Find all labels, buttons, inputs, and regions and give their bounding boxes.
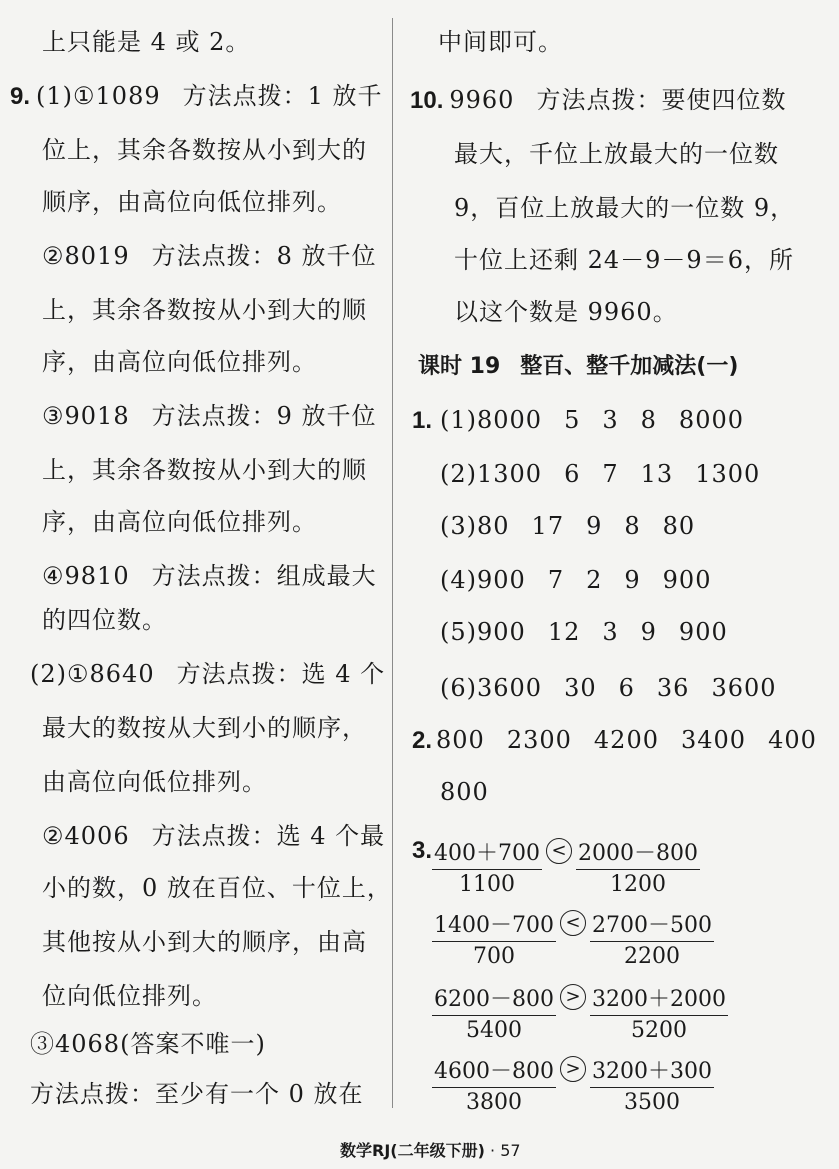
q2-line: 2. 800 2300 4200 3400 400: [412, 726, 817, 754]
q9-part1-line: [10, 84, 383, 109]
q9-part3-line: [42, 404, 377, 428]
q10-tag: 9960: [449, 86, 515, 114]
comparison-row: 400＋700 1100 < 2000－800 1200: [432, 836, 700, 897]
comparison-row: 6200－800 5400 > 3200＋2000 5200: [432, 982, 728, 1043]
comparison-sign: <: [546, 838, 572, 864]
q9-p5-tag: (2)①8640: [30, 660, 155, 688]
q9-p1-line: 顺序，由高位向低位排列。: [42, 188, 342, 216]
comparison-sign: >: [560, 984, 586, 1010]
q9-p4-tag: ④9810: [42, 562, 130, 590]
right-continuation-line: 中间即可。: [438, 28, 563, 56]
q9-p6-tag: ②4006: [42, 822, 130, 850]
q9-p1-hint: 方法点拨：1 放千: [182, 82, 383, 110]
q1-number: 1.: [412, 407, 433, 434]
q9-p6-hint: 方法点拨：选 4 个最: [151, 822, 386, 850]
q9-p6-line: 位向低位排列。: [42, 982, 217, 1010]
footer-separator: ·: [490, 1141, 496, 1160]
q10-first-line: [410, 88, 786, 113]
q9-p2-hint: 方法点拨：8 放千位: [151, 242, 377, 270]
q9-p5-line: 由高位向低位排列。: [42, 768, 267, 796]
q9-p5-hint: 方法点拨：选 4 个: [176, 660, 386, 688]
q10-hint: 方法点拨：要使四位数: [536, 86, 787, 114]
q9-part4-line: [42, 564, 377, 588]
q9-part6-line: [42, 824, 385, 848]
q10-line: 以这个数是 9960。: [454, 298, 678, 326]
q9-p3-line: 序，由高位向低位排列。: [42, 508, 317, 536]
q1-row: (1)8000 5 3 8 8000: [440, 406, 744, 434]
q1-row: (5)900 12 3 9 900: [440, 618, 728, 646]
q10-number: 10.: [410, 87, 444, 114]
lesson-number: 课时 19: [418, 354, 501, 379]
comparison-row: 4600－800 3800 > 3200＋300 3500: [432, 1054, 714, 1115]
q9-p1-line: 位上，其余各数按从小到大的: [42, 136, 367, 164]
q9-part2-line: [42, 244, 377, 268]
comparison-row: 1400－700 700 < 2700－500 2200: [432, 908, 714, 969]
comparison-sign: <: [560, 910, 586, 936]
q1-row: (6)3600 30 6 36 3600: [440, 674, 777, 702]
q9-p5-line: 最大的数按从大到小的顺序，: [42, 714, 367, 742]
q1-row: (4)900 7 2 9 900: [440, 566, 712, 594]
q9-number: 9.: [10, 83, 31, 110]
q9-p7-line: 方法点拨：至少有一个 0 放在: [30, 1080, 364, 1108]
book-title: 数学RJ(二年级下册): [340, 1141, 485, 1160]
q9-p2-tag: ②8019: [42, 242, 130, 270]
q9-p2-line: 序，由高位向低位排列。: [42, 348, 317, 376]
page-number: 57: [500, 1141, 521, 1160]
page-footer: [340, 1138, 521, 1161]
q1-row: (2)1300 6 7 13 1300: [440, 460, 761, 488]
q9-p2-line: 上，其余各数按从小到大的顺: [42, 296, 367, 324]
column-divider: [392, 18, 393, 1108]
q1-row: (3)80 17 9 8 80: [440, 512, 696, 540]
q9-p4-hint: 方法点拨：组成最大: [151, 562, 377, 590]
lesson-title: 整百、整千加减法(一): [520, 354, 739, 379]
q10-line: 十位上还剩 24－9－9＝6，所: [454, 246, 794, 274]
q10-line: 9，百位上放最大的一位数 9，: [454, 194, 796, 222]
left-continuation-line: 上只能是 4 或 2。: [42, 28, 251, 56]
q9-p4-line: 的四位数。: [42, 606, 167, 634]
q9-p1-tag: (1)①1089: [36, 82, 161, 110]
comparison-sign: >: [560, 1056, 586, 1082]
q10-line: 最大，千位上放最大的一位数: [454, 140, 779, 168]
q9-p3-tag: ③9018: [42, 402, 130, 430]
q9-p3-hint: 方法点拨：9 放千位: [151, 402, 377, 430]
q9-p3-line: 上，其余各数按从小到大的顺: [42, 456, 367, 484]
q9-part5-line: [30, 662, 385, 686]
section-heading: [418, 356, 738, 378]
q9-p7-tag: ③4068(答案不唯一): [30, 1030, 266, 1058]
q9-p6-line: 小的数，0 放在百位、十位上，: [42, 874, 392, 902]
q9-p6-line: 其他按从小到大的顺序，由高: [42, 928, 367, 956]
q2-number: 2.: [412, 727, 433, 754]
q3-number: 3.: [412, 837, 433, 864]
q2-wrap-value: 800: [440, 778, 489, 806]
